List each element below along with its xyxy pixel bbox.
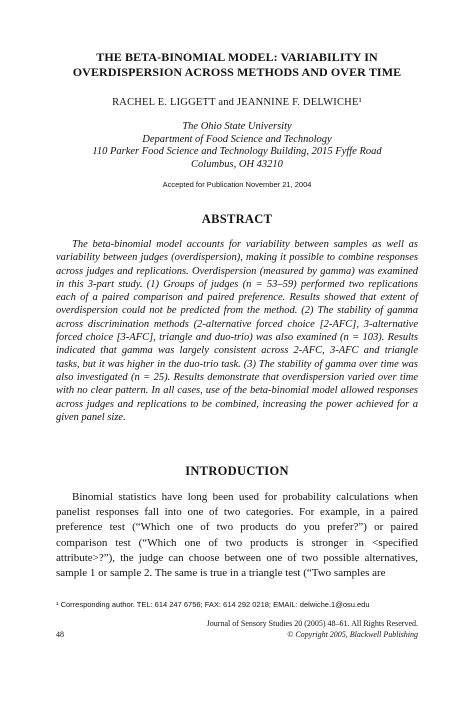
introduction-heading: INTRODUCTION: [185, 464, 289, 478]
corresponding-author-footnote: ¹ Corresponding author. TEL: 614 247 6756; FAX: 614 292 0218; EMAIL: delwiche.1@osu.edu: [56, 600, 370, 609]
page-number: 48: [56, 630, 64, 639]
journal-citation-line: Journal of Sensory Studies 20 (2005) 48–61. All Rights Reserved.: [206, 619, 418, 628]
abstract-heading: ABSTRACT: [201, 212, 273, 226]
affiliation: [40, 121, 434, 171]
copyright-line: © Copyright 2005, Blackwell Publishing: [287, 629, 418, 639]
abstract-text: The beta-binomial model accounts for variability between samples as well as variability between judges (overdispersion), making it possible to combine responses across judges and replications. Overdispersion (measured by gamma) was examined in this 3-part study. (1) Groups of judges (n = 53–59) performed two replications each of a paired comparison and paired preference. Results showed that extent of overdispersion could not be predicted from the method. (2) The stability of gamma across discrimination methods (2-alternative forced choice [2-AFC], 3-alternative forced choice [3-AFC], triangle and duo-trio) was also examined (n = 103). Results indicated that gamma was largely consistent across 2-AFC, 3-AFC and triangle tasks, but it was higher in the duo-trio task. (3) The stability of gamma over time was also investigated (n = 25). Results demonstrate that overdispersion varied over time with no clear pattern. In all cases, use of the beta-binomial model allowed responses across judges and replications to be combined, increasing the power achieved for a given panel size.: [56, 239, 418, 423]
affiliation-address: 110 Parker Food Science and Technology Building, 2015 Fyffe Road: [92, 146, 382, 157]
affiliation-university: The Ohio State University: [182, 121, 292, 132]
journal-citation: [118, 619, 418, 640]
affiliation-city: Columbus, OH 43210: [191, 158, 283, 170]
accepted-date: Accepted for Publication November 21, 2004: [162, 180, 312, 189]
introduction-text: Binomial statistics have long been used for probability calculations when panelist responses fall into one of two categories. For example, in a paired preference test (“Which one of two products do you prefer?”) or paired comparison test (“Which one of two products is stronger in <specified attribute>?”), the judge can choose between one of two possible alternatives, sample 1 or sample 2. The same is true in a triangle test (“Two samples are: [56, 491, 418, 580]
paper-title: [40, 50, 434, 80]
title-line-2: OVERDISPERSION ACROSS METHODS AND OVER TIME: [72, 65, 402, 79]
authors: RACHEL E. LIGGETT and JEANNINE F. DELWICHE¹: [112, 97, 362, 108]
title-line-1: THE BETA-BINOMIAL MODEL: VARIABILITY IN: [96, 50, 378, 64]
affiliation-department: Department of Food Science and Technology: [142, 133, 332, 145]
